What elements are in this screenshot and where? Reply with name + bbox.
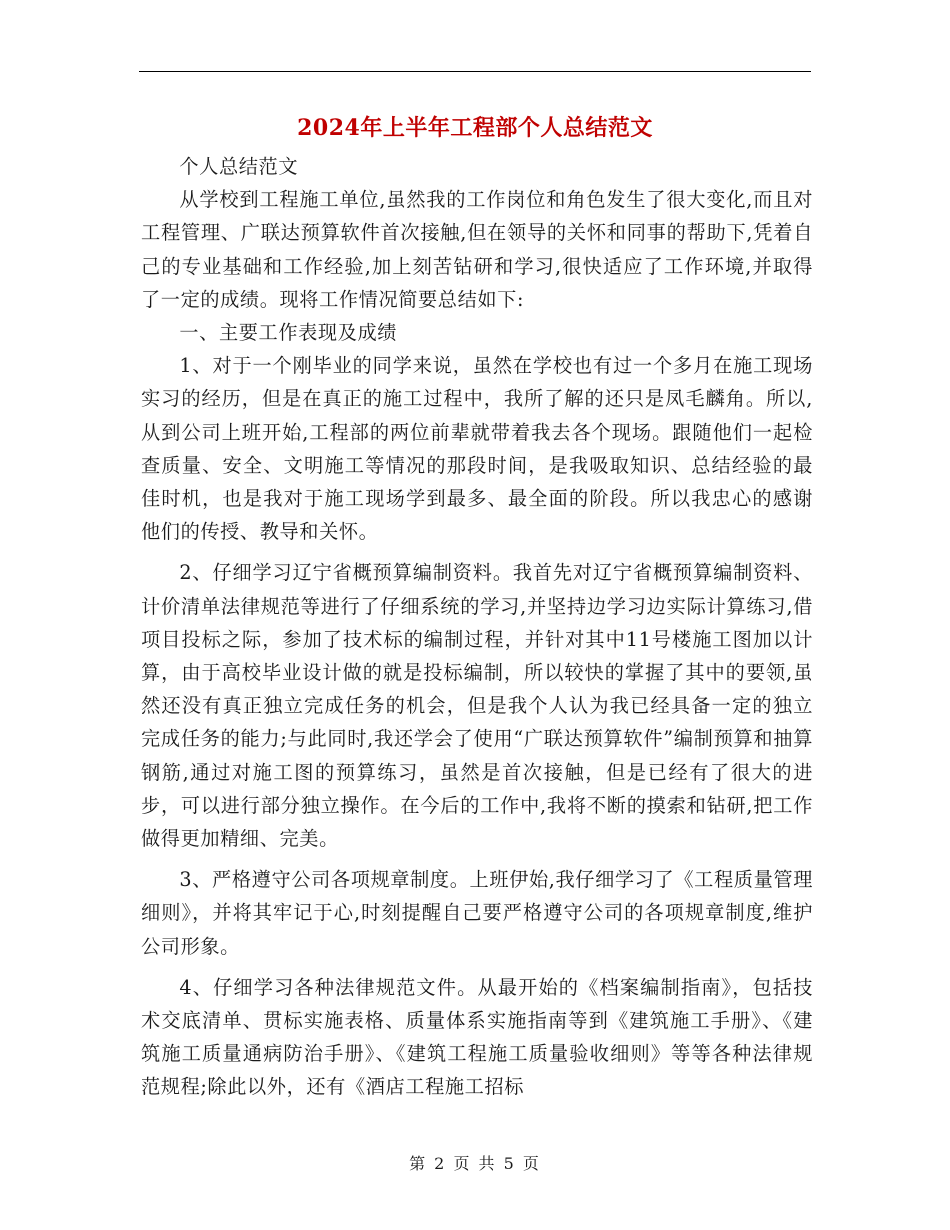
paragraph-item-2: 2、仔细学习辽宁省概预算编制资料。我首先对辽宁省概预算编制资料、计价清单法律规范等进行了仔细系统的学习,并坚持边学习边实际计算练习,借项目投标之际，参加了技术标的编制过程，并针对其中11号楼施工图加以计算，由于高校毕业设计做的就是投标编制，所以较快的掌握了其中的要领,虽然还没有真正独立完成任务的机会，但是我个人认为我已经具备一定的独立完成任务的能力;与此同时,我还学会了使用“广联达预算软件”编制预算和抽算钢筋,通过对施工图的预算练习，虽然是首次接触，但是已经有了很大的进步，可以进行部分独立操作。在今后的工作中,我将不断的摸索和钻研,把工作做得更加精细、完美。 (141, 561, 813, 851)
document-body (141, 150, 813, 1104)
document-title: 2024年上半年工程部个人总结范文 (297, 115, 653, 141)
header-rule (139, 71, 811, 72)
paragraph-item-3: 3、严格遵守公司各项规章制度。上班伊始,我仔细学习了《工程质量管理细则》，并将其牢记于心,时刻提醒自己要严格遵守公司的各项规章制度,维护公司形象。 (141, 868, 813, 958)
page-number: 第 2 页 共 5 页 (409, 1154, 541, 1173)
paragraph-intro: 从学校到工程施工单位,虽然我的工作岗位和角色发生了很大变化,而且对工程管理、广联达预算软件首次接触,但在领导的关怀和同事的帮助下,凭着自己的专业基础和工作经验,加上刻苦钻研和学习,很快适应了工作环境,并取得了一定的成绩。现将工作情况简要总结如下: (141, 188, 813, 311)
paragraph-item-4: 4、仔细学习各种法律规范文件。从最开始的《档案编制指南》，包括技术交底清单、贯标实施表格、质量体系实施指南等到《建筑施工手册》、《建筑施工质量通病防治手册》、《建筑工程施工质量验收细则》等等各种法律规范规程;除此以外，还有《酒店工程施工招标 (141, 975, 813, 1099)
paragraph-subtitle: 个人总结范文 (179, 155, 299, 178)
paragraph-item-1: 1、对于一个刚毕业的同学来说，虽然在学校也有过一个多月在施工现场实习的经历，但是在真正的施工过程中，我所了解的还只是凤毛麟角。所以,从到公司上班开始,工程部的两位前辈就带着我去各个现场。跟随他们一起检查质量、安全、文明施工等情况的那段时间，是我吸取知识、总结经验的最佳时机，也是我对于施工现场学到最多、最全面的阶段。所以我忠心的感谢他们的传授、教导和关怀。 (141, 354, 813, 544)
section-heading: 一、主要工作表现及成绩 (179, 321, 398, 345)
